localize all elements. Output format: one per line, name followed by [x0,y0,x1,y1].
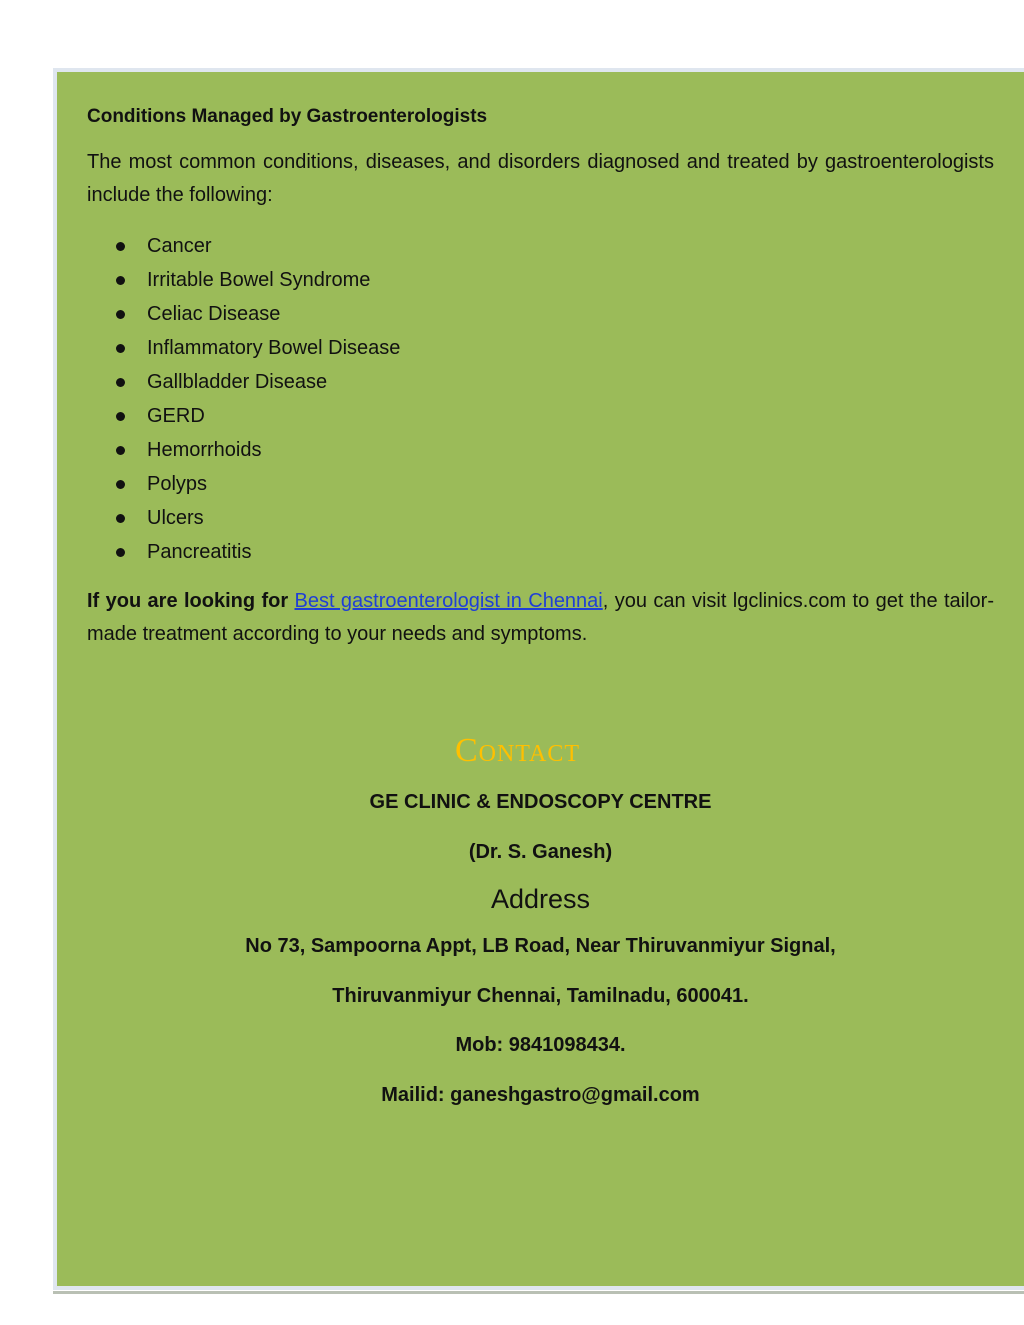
page-bottom-rule [53,1291,1024,1294]
bullet-icon [116,378,125,387]
condition-label: Gallbladder Disease [147,371,328,393]
bullet-icon [116,480,125,489]
bullet-icon [116,310,125,319]
condition-label: Ulcers [147,507,204,529]
bullet-icon [116,548,125,557]
list-item [87,433,994,467]
list-item [87,331,994,365]
condition-label: Cancer [147,235,212,257]
bullet-icon [116,242,125,251]
bullet-icon [116,514,125,523]
cta-paragraph [87,585,994,651]
section-heading: Conditions Managed by Gastroenterologists [87,106,488,127]
list-item [87,229,994,263]
cta-suffix: , you can visit lgclinics.com to get the tailor-made treatment according to your needs and symptoms. [87,590,994,645]
bullet-icon [116,276,125,285]
condition-label: Celiac Disease [147,303,281,325]
list-item [87,399,994,433]
contact-title: Contact [454,732,581,769]
email-address: Mailid: ganeshgastro@gmail.com [381,1084,700,1106]
list-item [87,365,994,399]
mobile-number: Mob: 9841098434. [455,1034,626,1056]
doctor-name: (Dr. S. Ganesh) [468,841,613,863]
condition-label: Polyps [147,473,208,495]
conditions-list [87,229,994,569]
list-item [87,501,994,535]
address-heading: Address [490,884,591,914]
address-line-2: Thiruvanmiyur Chennai, Tamilnadu, 600041. [332,985,749,1007]
main-content [87,100,994,651]
list-item [87,535,994,569]
intro-paragraph: The most common conditions, diseases, and disorders diagnosed and treated by gastroenterologists include the following: [87,151,994,206]
bullet-icon [116,344,125,353]
bullet-icon [116,412,125,421]
bullet-icon [116,446,125,455]
condition-label: Inflammatory Bowel Disease [147,337,401,359]
condition-label: Hemorrhoids [147,439,262,461]
best-gastroenterologist-link[interactable]: Best gastroenterologist in Chennai [294,590,603,612]
address-line-1: No 73, Sampoorna Appt, LB Road, Near Thiruvanmiyur Signal, [245,935,836,957]
list-item [87,297,994,331]
condition-label: GERD [147,405,205,427]
condition-label: Pancreatitis [147,541,252,563]
clinic-name: GE CLINIC & ENDOSCOPY CENTRE [369,791,712,813]
condition-label: Irritable Bowel Syndrome [147,269,371,291]
list-item [87,467,994,501]
contact-section [57,720,1024,1107]
list-item [87,263,994,297]
cta-prefix: If you are looking for [87,590,289,612]
